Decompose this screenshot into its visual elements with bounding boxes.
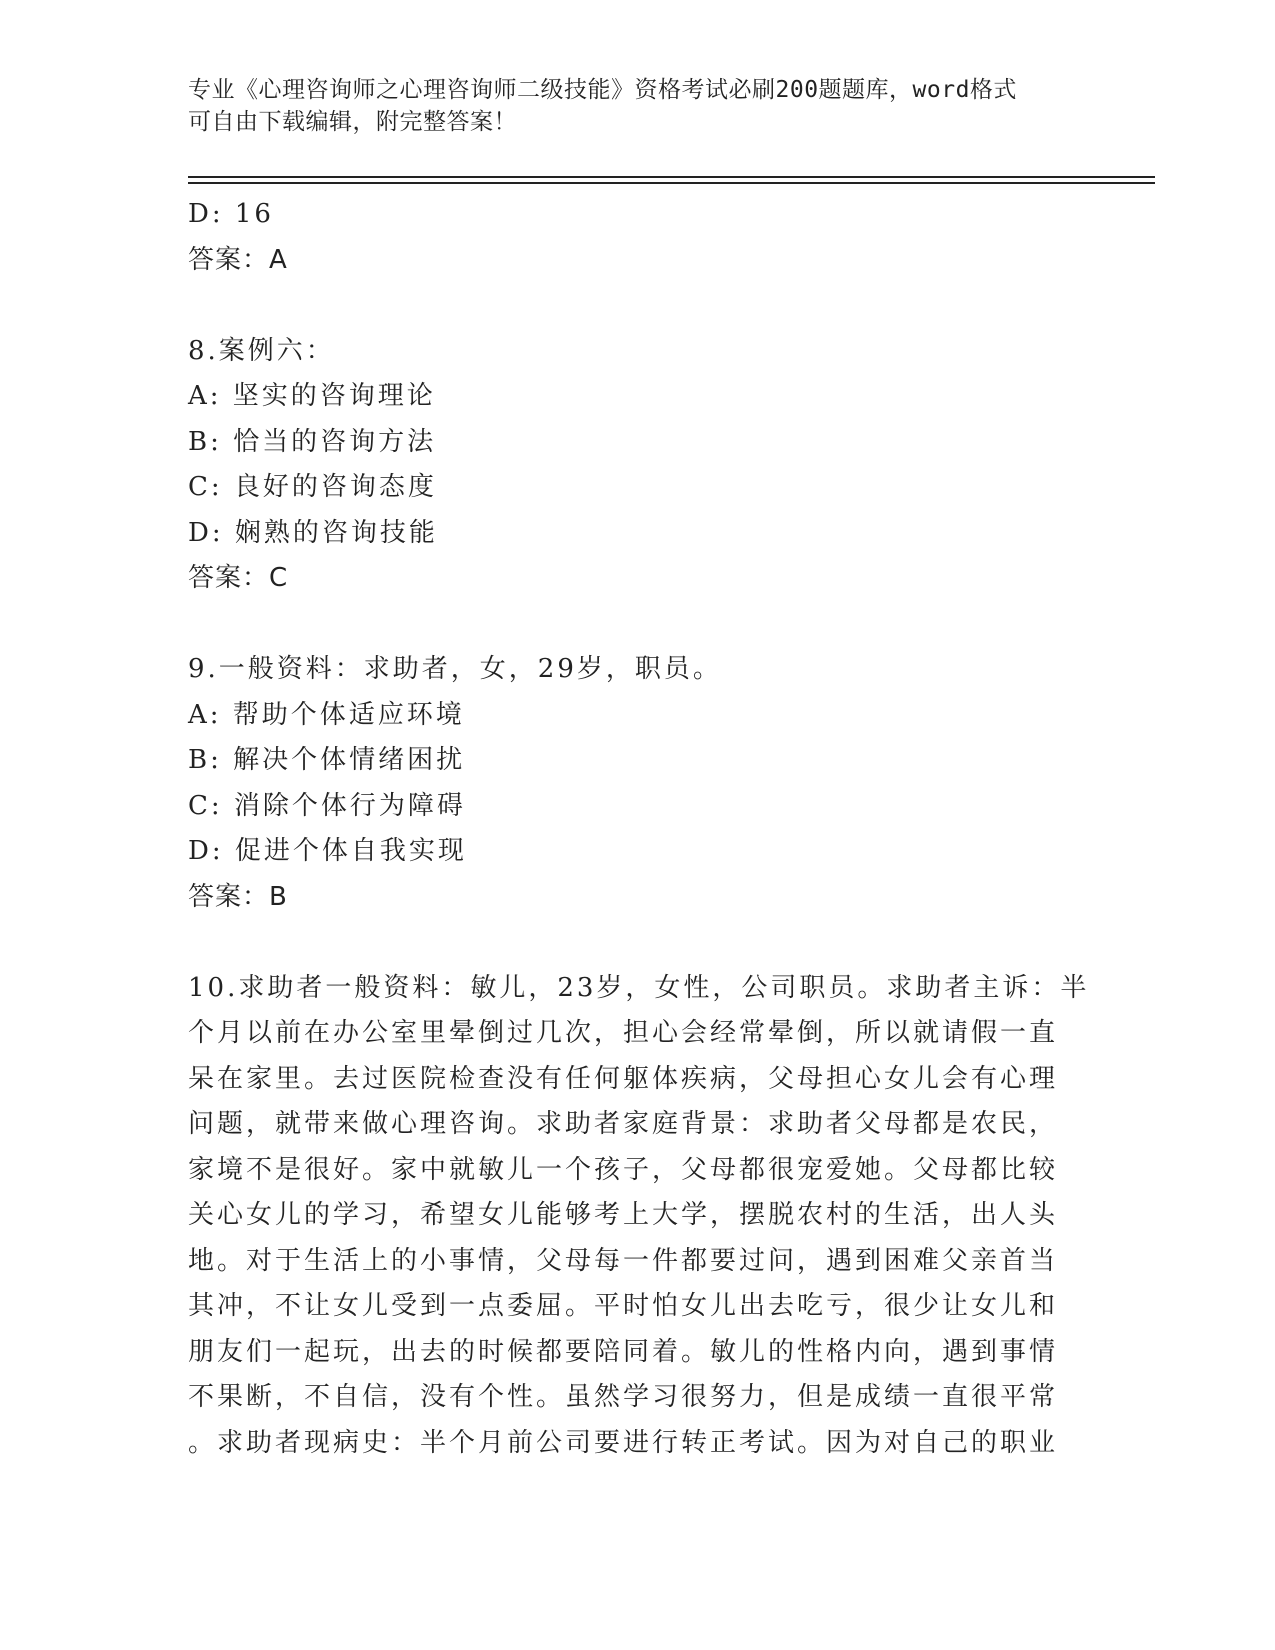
question-text-line: 家境不是很好。家中就敏儿一个孩子，父母都很宠爱她。父母都比较: [188, 1154, 1059, 1185]
question-text-line: 呆在家里。去过医院检查没有任何躯体疾病，父母担心女儿会有心理: [188, 1063, 1059, 1094]
question-8: [188, 329, 1088, 602]
question-9: [188, 647, 1088, 920]
option-c: C: 良好的咨询态度: [188, 472, 437, 502]
option-d: D: 娴熟的咨询技能: [188, 517, 438, 548]
option-d: D: 16: [188, 199, 274, 229]
spacer: [188, 920, 1088, 966]
question-content: [188, 192, 1088, 1466]
option-a: A: 坚实的咨询理论: [188, 381, 436, 411]
page-header: [188, 74, 1068, 138]
answer-line: 答案：C: [188, 563, 289, 593]
question-stem: 8.案例六：: [188, 335, 335, 366]
option-c: C: 消除个体行为障碍: [188, 790, 466, 821]
header-divider-bottom: [188, 182, 1155, 184]
question-10: [188, 966, 1088, 1467]
spacer: [188, 602, 1088, 648]
answer-line: 答案：B: [188, 881, 288, 912]
question-text-line: 10.求助者一般资料：敏儿，23岁，女性，公司职员。求助者主诉：半: [188, 972, 1090, 1003]
option-d: D: 促进个体自我实现: [188, 836, 467, 866]
option-b: B: 恰当的咨询方法: [188, 426, 437, 457]
question-text-line: 朋友们一起玩，出去的时候都要陪同着。敏儿的性格内向，遇到事情: [188, 1336, 1059, 1367]
question-text-line: 其冲，不让女儿受到一点委屈。平时怕女儿出去吃亏，很少让女儿和: [188, 1291, 1059, 1321]
header-divider-top: [188, 176, 1155, 178]
question-text-line: 地。对于生活上的小事情，父母每一件都要过问，遇到困难父亲首当: [188, 1245, 1059, 1276]
option-b: B: 解决个体情绪困扰: [188, 745, 466, 775]
question-text-line: 个月以前在办公室里晕倒过几次，担心会经常晕倒，所以就请假一直: [188, 1018, 1059, 1048]
option-a: A: 帮助个体适应环境: [188, 699, 465, 730]
header-title-line-2: 可自由下载编辑，附完整答案！: [188, 109, 517, 135]
question-text-line: 不果断，不自信，没有个性。虽然学习很努力，但是成绩一直很平常: [188, 1382, 1059, 1412]
question-text-line: 问题，就带来做心理咨询。求助者家庭背景：求助者父母都是农民，: [188, 1109, 1059, 1139]
question-text-line: 关心女儿的学习，希望女儿能够考上大学，摆脱农村的生活，出人头: [188, 1200, 1059, 1230]
answer-line: 答案：A: [188, 244, 288, 275]
header-title-line-1: 专业《心理咨询师之心理咨询师二级技能》资格考试必刷200题题库，word格式: [188, 77, 1017, 103]
question-text-line: 。求助者现病史：半个月前公司要进行转正考试。因为对自己的职业: [188, 1427, 1059, 1458]
spacer: [188, 283, 1088, 329]
question-stem: 9.一般资料：求助者，女，29岁，职员。: [188, 654, 722, 684]
